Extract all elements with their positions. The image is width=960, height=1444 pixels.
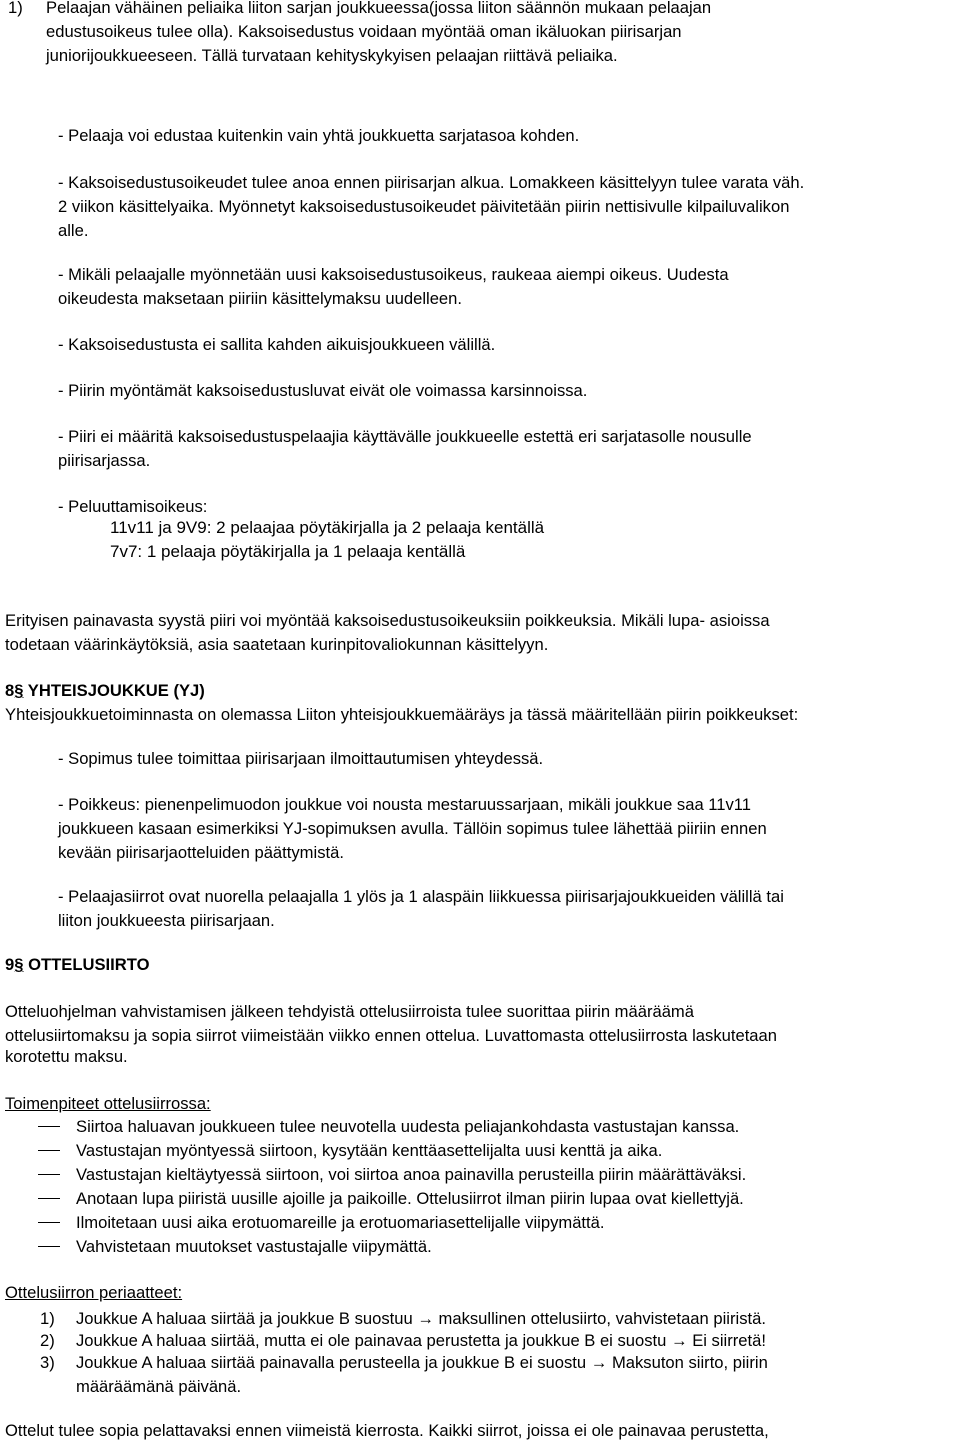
dash-bullet [38,1246,60,1247]
yj-exception-line-3: kevään piirisarjaotteluiden päättymistä. [58,843,344,862]
principle-number: 2) [40,1331,55,1350]
rule-promotion-line-1: - Piiri ei määritä kaksoisedustuspelaajia käyttävälle joukkueelle estettä eri sarjatasolle nousulle [58,427,752,446]
rule-playing-right-11v11: 11v11 ja 9V9: 2 pelaajaa pöytäkirjalla ja 2 pelaaja kentällä [110,518,545,537]
principles-title: Ottelusiirron periaatteet: [5,1283,183,1302]
yj-transfers-line-2: liiton joukkueesta piirisarjaan. [58,911,275,930]
yj-exception-line-1: - Poikkeus: pienenpelimuodon joukkue voi nousta mestaruussarjaan, mikäli joukkue saa 11v11 [58,795,752,814]
section-8-intro: Yhteisjoukkuetoiminnasta on olemassa Liiton yhteisjoukkuemääräys ja tässä määritellään piirin poikkeukset: [5,705,799,724]
rule-one-team: - Pelaaja voi edustaa kuitenkin vain yhtä joukkuetta sarjatasoa kohden. [58,126,580,145]
yj-exception-line-2: joukkueen kasaan esimerkiksi YJ-sopimuksen avulla. Tällöin sopimus tulee lähettää piiriin ennen [58,819,767,838]
measures-title: Toimenpiteet ottelusiirrossa: [5,1094,211,1113]
yj-transfers-line-1: - Pelaajasiirrot ovat nuorella pelaajalla 1 ylös ja 1 alaspäin liikkuessa piirisarjajoukkueiden välillä tai [58,887,784,906]
rule-promotion-line-2: piirisarjassa. [58,451,151,470]
measure-item: Ilmoitetaan uusi aika erotuomareille ja erotuomariasettelijalle viipymättä. [76,1213,605,1232]
intro-line-1: Pelaajan vähäinen peliaika liiton sarjan joukkueessa(jossa liiton säännön mukaan pelaajan [46,0,712,17]
exception-line-1: Erityisen painavasta syystä piiri voi myöntää kaksoisedustusoikeuksiin poikkeuksia. Mikäli lupa- asioissa [5,611,770,630]
section-title: OTTELUSIIRTO [28,955,150,974]
rule-apply-line-3: alle. [58,221,89,240]
dash-bullet [38,1150,60,1151]
intro-line-3: juniorijoukkueeseen. Tällä turvataan kehityskykyisen pelaajan riittävä peliaika. [46,46,618,65]
list-number: 1) [8,0,23,17]
final-paragraph: Ottelut tulee sopia pelattavaksi ennen viimeistä kierrosta. Kaikki siirrot, joissa ei ole painavaa perustetta, [5,1421,769,1440]
section-number: 8 [5,681,15,700]
section-sign: § [14,955,24,974]
rule-qualifiers: - Piirin myöntämät kaksoisedustusluvat eivät ole voimassa karsinnoissa. [58,381,588,400]
transfer-intro-line-3: korotettu maksu. [5,1047,128,1066]
dash-bullet [38,1174,60,1175]
section-8-heading [5,681,205,700]
measure-item: Anotaan lupa piiristä uusille ajoille ja paikoille. Ottelusiirrot ilman piirin lupaa ovat kiellettyjä. [76,1189,744,1208]
principle-item: Joukkue A haluaa siirtää painavalla perusteella ja joukkue B ei suostu → Maksuton siirto, piirin [76,1353,768,1372]
principle-number: 1) [40,1309,55,1328]
principle-item: Joukkue A haluaa siirtää, mutta ei ole painavaa perustetta ja joukkue B ei suostu → Ei siirretä! [76,1331,766,1350]
measure-item: Siirtoa haluavan joukkueen tulee neuvotella uudesta peliajankohdasta vastustajan kanssa. [76,1117,740,1136]
measure-item: Vastustajan kieltäytyessä siirtoon, voi siirtoa anoa painavilla perusteilla piirin määrättäväksi. [76,1165,747,1184]
dash-bullet [38,1222,60,1223]
principle-number: 3) [40,1353,55,1372]
principle-item: Joukkue A haluaa siirtää ja joukkue B suostuu → maksullinen ottelusiirto, vahvistetaan piiristä. [76,1309,766,1328]
intro-line-2: edustusoikeus tulee olla). Kaksoisedustus voidaan myöntää oman ikäluokan piirisarjan [46,22,682,41]
rule-adult-teams: - Kaksoisedustusta ei sallita kahden aikuisjoukkueen välillä. [58,335,496,354]
rule-new-right-line-2: oikeudesta maksetaan piiriin käsittelymaksu uudelleen. [58,289,463,308]
measure-item: Vastustajan myöntyessä siirtoon, kysytään kenttäasettelijalta uusi kenttä ja aika. [76,1141,663,1160]
dash-bullet [38,1126,60,1127]
exception-line-2: todetaan väärinkäytöksiä, asia saatetaan kurinpitovaliokunnan käsittelyyn. [5,635,549,654]
section-9-heading [5,955,149,974]
section-sign: § [14,681,24,700]
section-title: YHTEISJOUKKUE (YJ) [27,681,205,700]
section-number: 9 [5,955,15,974]
measure-item: Vahvistetaan muutokset vastustajalle viipymättä. [76,1237,432,1256]
transfer-intro-line-2: ottelusiirtomaksu ja sopia siirrot viimeistään viikko ennen ottelua. Luvattomasta ottelusiirrosta laskutetaan [5,1026,777,1045]
rule-new-right-line-1: - Mikäli pelaajalle myönnetään uusi kaksoisedustusoikeus, raukeaa aiempi oikeus. Uudesta [58,265,729,284]
rule-apply-line-1: - Kaksoisedustusoikeudet tulee anoa ennen piirisarjan alkua. Lomakkeen käsittelyyn tulee varata väh. [58,173,805,192]
dash-bullet [38,1198,60,1199]
yj-agreement-rule: - Sopimus tulee toimittaa piirisarjaan ilmoittautumisen yhteydessä. [58,749,544,768]
rule-apply-line-2: 2 viikon käsittelyaika. Myönnetyt kaksoisedustusoikeudet päivitetään piirin nettisivulle kilpailuvalikon [58,197,790,216]
transfer-intro-line-1: Otteluohjelman vahvistamisen jälkeen tehdyistä ottelusiirroista tulee suorittaa piirin määräämä [5,1002,694,1021]
principle-item-continuation: määräämänä päivänä. [76,1377,242,1396]
rule-playing-right-7v7: 7v7: 1 pelaaja pöytäkirjalla ja 1 pelaaja kentällä [110,542,466,561]
rule-playing-right-title: - Peluuttamisoikeus: [58,497,208,516]
